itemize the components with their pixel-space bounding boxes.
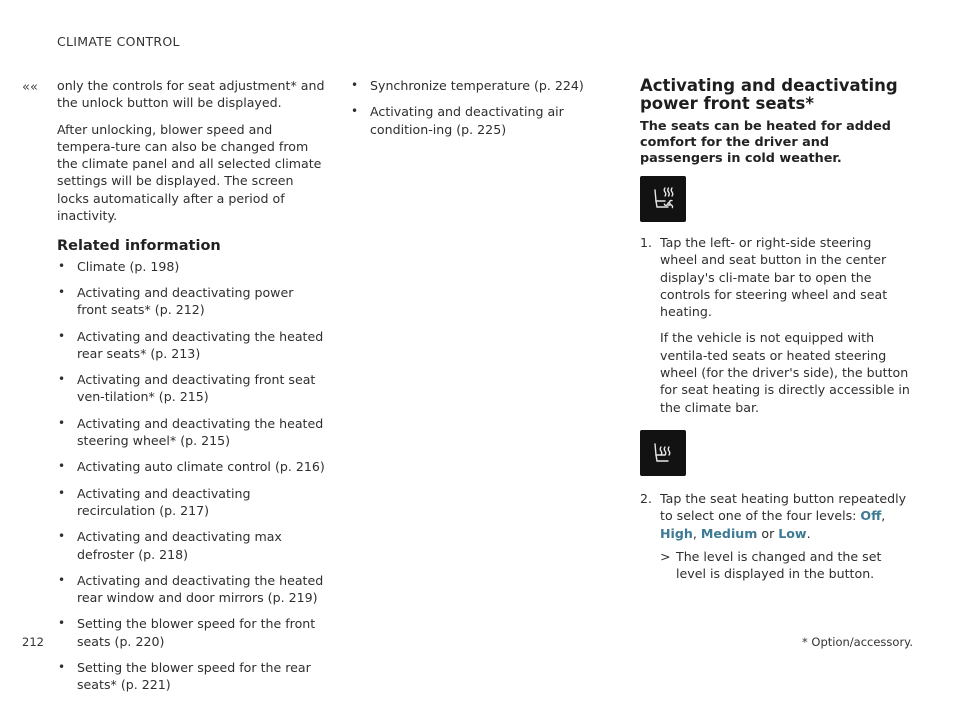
running-header: CLIMATE CONTROL: [57, 34, 180, 49]
related-link[interactable]: • Activating and deactivating the heated steering wheel* (p. 215): [57, 415, 325, 450]
related-link[interactable]: • Activating and deactivating front seat ven-tilation* (p. 215): [57, 371, 325, 406]
page-number: 212: [22, 635, 44, 649]
instruction-steps: [640, 234, 912, 582]
related-link[interactable]: • Activating and deactivating recirculation (p. 217): [57, 485, 325, 520]
step-number: 2.: [640, 490, 653, 506]
related-link[interactable]: • Activating auto climate control (p. 216): [57, 458, 325, 475]
related-link[interactable]: • Activating and deactivating power front seats* (p. 212): [57, 284, 325, 319]
step-2-prefix: Tap the seat heating button repeatedly to select one of the four levels:: [660, 490, 907, 524]
left-column: [57, 77, 325, 703]
step-2-suffix: .: [806, 525, 811, 541]
separator: or: [757, 525, 779, 541]
step-1: [640, 234, 912, 476]
continued-paragraph: only the controls for seat adjustment* and the unlock button will be displayed.: [57, 78, 325, 111]
related-link[interactable]: • Activating and deactivating air condition-ing (p. 225): [350, 103, 610, 138]
separator: ,: [692, 525, 701, 541]
step-2-text: [660, 490, 912, 542]
level-high: High: [660, 525, 693, 541]
step-1-note: If the vehicle is not equipped with ventila-ted seats or heated steering wheel (for the driver's side), the button for seat heating is directly accessible in the climate bar.: [660, 330, 910, 415]
related-links-list-continued: [350, 77, 610, 138]
related-link[interactable]: • Synchronize temperature (p. 224): [350, 77, 610, 94]
section-heading: Activating and deactivating power front seats*: [640, 76, 898, 113]
footnote: * Option/accessory.: [802, 635, 913, 649]
step-number: 1.: [640, 235, 653, 250]
related-information-heading: Related information: [57, 238, 221, 255]
level-medium: Medium: [700, 525, 758, 541]
result-text: The level is changed and the set level is displayed in the button.: [676, 548, 882, 582]
related-link[interactable]: • Activating and deactivating the heated rear window and door mirrors (p. 219): [57, 572, 325, 607]
seat-heat-icon: [640, 430, 686, 476]
related-link[interactable]: • Setting the blower speed for the rear seats* (p. 221): [57, 659, 325, 694]
section-intro: The seats can be heated for added comfort for the driver and passengers in cold weather.: [640, 119, 891, 166]
step-2-result: [660, 548, 912, 583]
related-links-list: [57, 258, 325, 694]
related-link[interactable]: • Setting the blower speed for the front seats (p. 220): [57, 615, 325, 650]
result-arrow-icon: >: [660, 548, 671, 564]
step-2: [640, 490, 912, 582]
right-column: [640, 77, 912, 588]
related-link[interactable]: • Activating and deactivating max defroster (p. 218): [57, 528, 325, 563]
middle-column: [350, 77, 610, 147]
step-1-text: Tap the left- or right-side steering wheel and seat button in the center display's cli-mate bar to open the controls for steering wheel and seat heating.: [660, 235, 888, 320]
related-link[interactable]: • Activating and deactivating the heated rear seats* (p. 213): [57, 328, 325, 363]
level-low: Low: [778, 525, 807, 541]
seat-heat-ventilation-icon: [640, 176, 686, 222]
unlock-paragraph: After unlocking, blower speed and tempera-ture can also be changed from the climate panel and all selected climate settings will be displayed. The screen locks automatically after a period of inactivity.: [57, 121, 322, 224]
level-off: Off: [860, 508, 882, 524]
separator: ,: [881, 508, 886, 524]
related-link[interactable]: • Climate (p. 198): [57, 258, 325, 275]
previous-page-icon[interactable]: ««: [22, 80, 38, 95]
